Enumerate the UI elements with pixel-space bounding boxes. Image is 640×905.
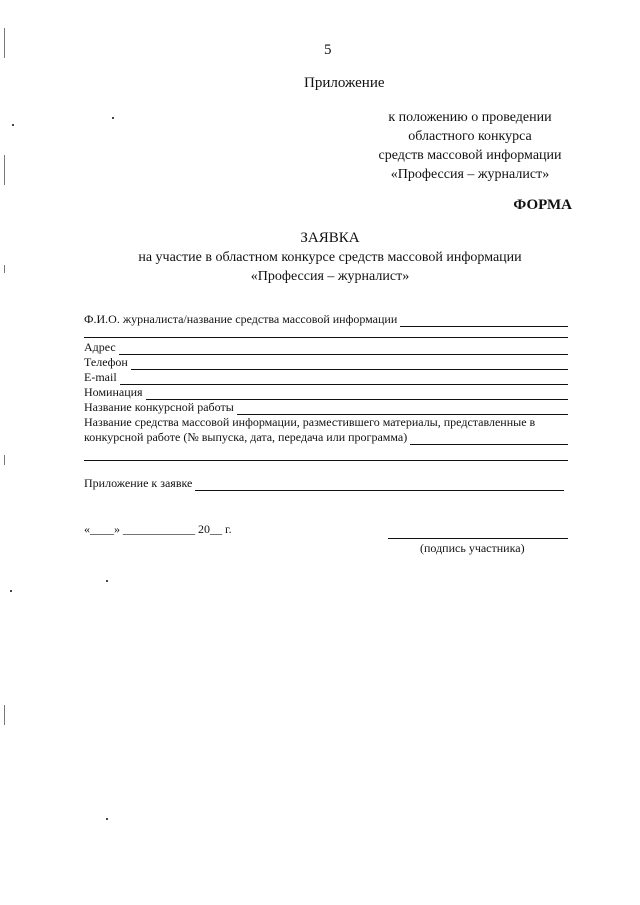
- phone-label: Телефон: [84, 355, 128, 369]
- appendix-line: областного конкурса: [408, 129, 532, 144]
- work-name-field[interactable]: [84, 400, 568, 415]
- document-title: ЗАЯВКА: [300, 230, 360, 246]
- address-field[interactable]: [84, 340, 568, 355]
- date-open-quote: «: [84, 522, 90, 536]
- attachment-field[interactable]: [84, 476, 564, 491]
- media-info-label-line1: Название средства массовой информации, разместившего материалы, представленные в: [84, 415, 536, 429]
- scan-artifact: [4, 28, 5, 58]
- form-label: ФОРМА: [513, 197, 572, 213]
- document-subtitle: [0, 248, 640, 286]
- work-name-label: Название конкурсной работы: [84, 400, 234, 414]
- date-year-suffix: г.: [225, 522, 232, 536]
- fio-continuation-line[interactable]: [84, 337, 568, 338]
- address-blank[interactable]: [119, 343, 568, 355]
- fio-field[interactable]: [84, 312, 568, 327]
- address-label: Адрес: [84, 340, 116, 354]
- scan-artifact: [4, 265, 5, 273]
- appendix-line: к положению о проведении: [388, 110, 552, 125]
- phone-blank[interactable]: [131, 358, 568, 370]
- subtitle-line: на участие в областном конкурсе средств массовой информации: [138, 250, 522, 265]
- date-close-quote: »: [114, 522, 120, 536]
- media-info-label-line2: конкурсной работе (№ выпуска, дата, передача или программа): [84, 430, 408, 444]
- scan-artifact: [4, 455, 5, 465]
- scan-artifact: [106, 818, 108, 820]
- scan-artifact: [10, 590, 12, 592]
- page-number: 5: [324, 42, 332, 58]
- scan-artifact: [106, 580, 108, 582]
- appendix-reference: [360, 108, 580, 184]
- scan-artifact: [4, 155, 5, 185]
- appendix-title: Приложение: [304, 75, 385, 91]
- email-blank[interactable]: [120, 373, 568, 385]
- nomination-blank[interactable]: [146, 388, 568, 400]
- email-field[interactable]: [84, 370, 568, 385]
- date-day-blank[interactable]: ____: [90, 522, 114, 536]
- fio-blank[interactable]: [400, 315, 568, 327]
- date-row[interactable]: [84, 522, 232, 537]
- nomination-label: Номинация: [84, 385, 143, 399]
- signature-caption: (подпись участника): [420, 541, 525, 555]
- email-label: E-mail: [84, 370, 117, 384]
- media-info-blank[interactable]: [410, 433, 568, 445]
- attachment-blank[interactable]: [195, 479, 564, 491]
- work-name-blank[interactable]: [237, 403, 568, 415]
- date-year-blank[interactable]: __: [210, 522, 222, 536]
- subtitle-line: «Профессия – журналист»: [250, 269, 410, 284]
- fio-label: Ф.И.О. журналиста/название средства массовой информации: [84, 312, 398, 326]
- appendix-line: «Профессия – журналист»: [390, 167, 550, 182]
- attachment-label: Приложение к заявке: [84, 476, 193, 490]
- media-info-field[interactable]: [84, 430, 568, 445]
- nomination-field[interactable]: [84, 385, 568, 400]
- media-info-continuation-line[interactable]: [84, 460, 568, 461]
- scan-artifact: [12, 124, 14, 126]
- date-month-blank[interactable]: ____________: [123, 522, 195, 536]
- scan-artifact: [4, 705, 5, 725]
- signature-line[interactable]: [388, 538, 568, 539]
- scan-artifact: [112, 117, 114, 119]
- appendix-line: средств массовой информации: [378, 148, 562, 163]
- date-year-prefix: 20: [198, 522, 210, 536]
- phone-field[interactable]: [84, 355, 568, 370]
